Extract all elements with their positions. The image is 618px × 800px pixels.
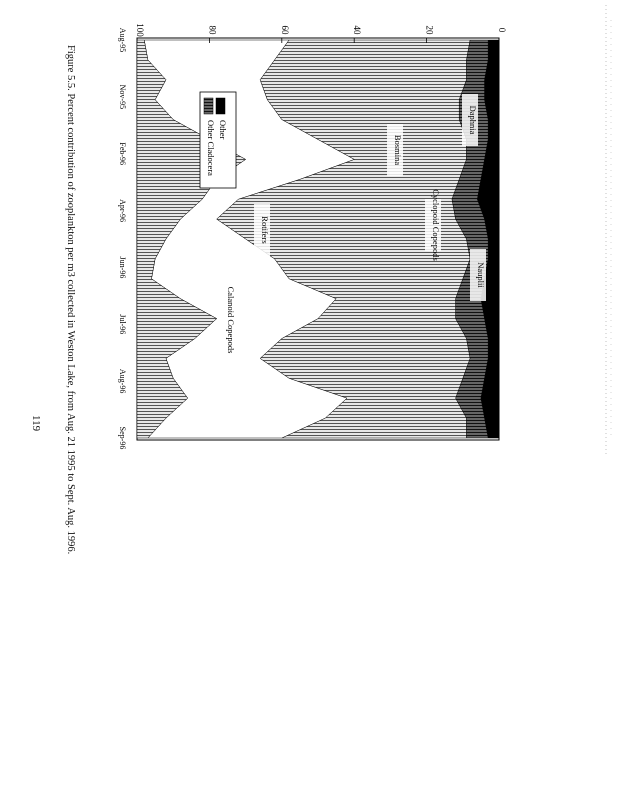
page-number: 119	[30, 415, 42, 432]
x-tick-label: Apr-96	[118, 199, 127, 223]
legend-entry: Other Cladocera	[206, 120, 216, 176]
area-label: Nauplii	[476, 262, 486, 288]
area-label: Daphnia	[468, 105, 478, 135]
x-tick-label: Nov-95	[118, 84, 127, 110]
y-tick-label: 20	[424, 25, 435, 35]
x-tick-label: Aug-96	[118, 368, 127, 394]
x-tick-label: Feb-96	[118, 142, 127, 166]
legend-entry: Other	[218, 120, 228, 140]
y-tick-label: 60	[279, 25, 290, 35]
y-tick-label: 0	[497, 27, 507, 33]
legend-swatch	[204, 98, 213, 114]
area-label: Cyclopoid Copepods	[431, 189, 441, 261]
y-tick-label: 80	[207, 25, 218, 35]
area-label: Rotifers	[260, 216, 270, 244]
y-tick-label: 40	[352, 25, 363, 35]
area-label: Bosmina	[393, 134, 403, 166]
x-tick-label: Sep-96	[118, 426, 127, 450]
area-label: Calanoid Copepods	[226, 286, 236, 354]
figure-caption: Figure 5.5. Percent contribution of zooplankton per m3 collected in Weston Lake, from Aug. 21 1995 to Sept. Aug. 1996.	[65, 45, 76, 555]
x-tick-label: Jul-96	[118, 314, 127, 335]
scan-edge-marks	[596, 0, 618, 460]
legend-swatch	[216, 98, 225, 114]
x-tick-label: Aug-95	[118, 27, 127, 53]
y-tick-label: 100	[135, 23, 145, 37]
x-tick-label: Jun-96	[118, 256, 127, 279]
